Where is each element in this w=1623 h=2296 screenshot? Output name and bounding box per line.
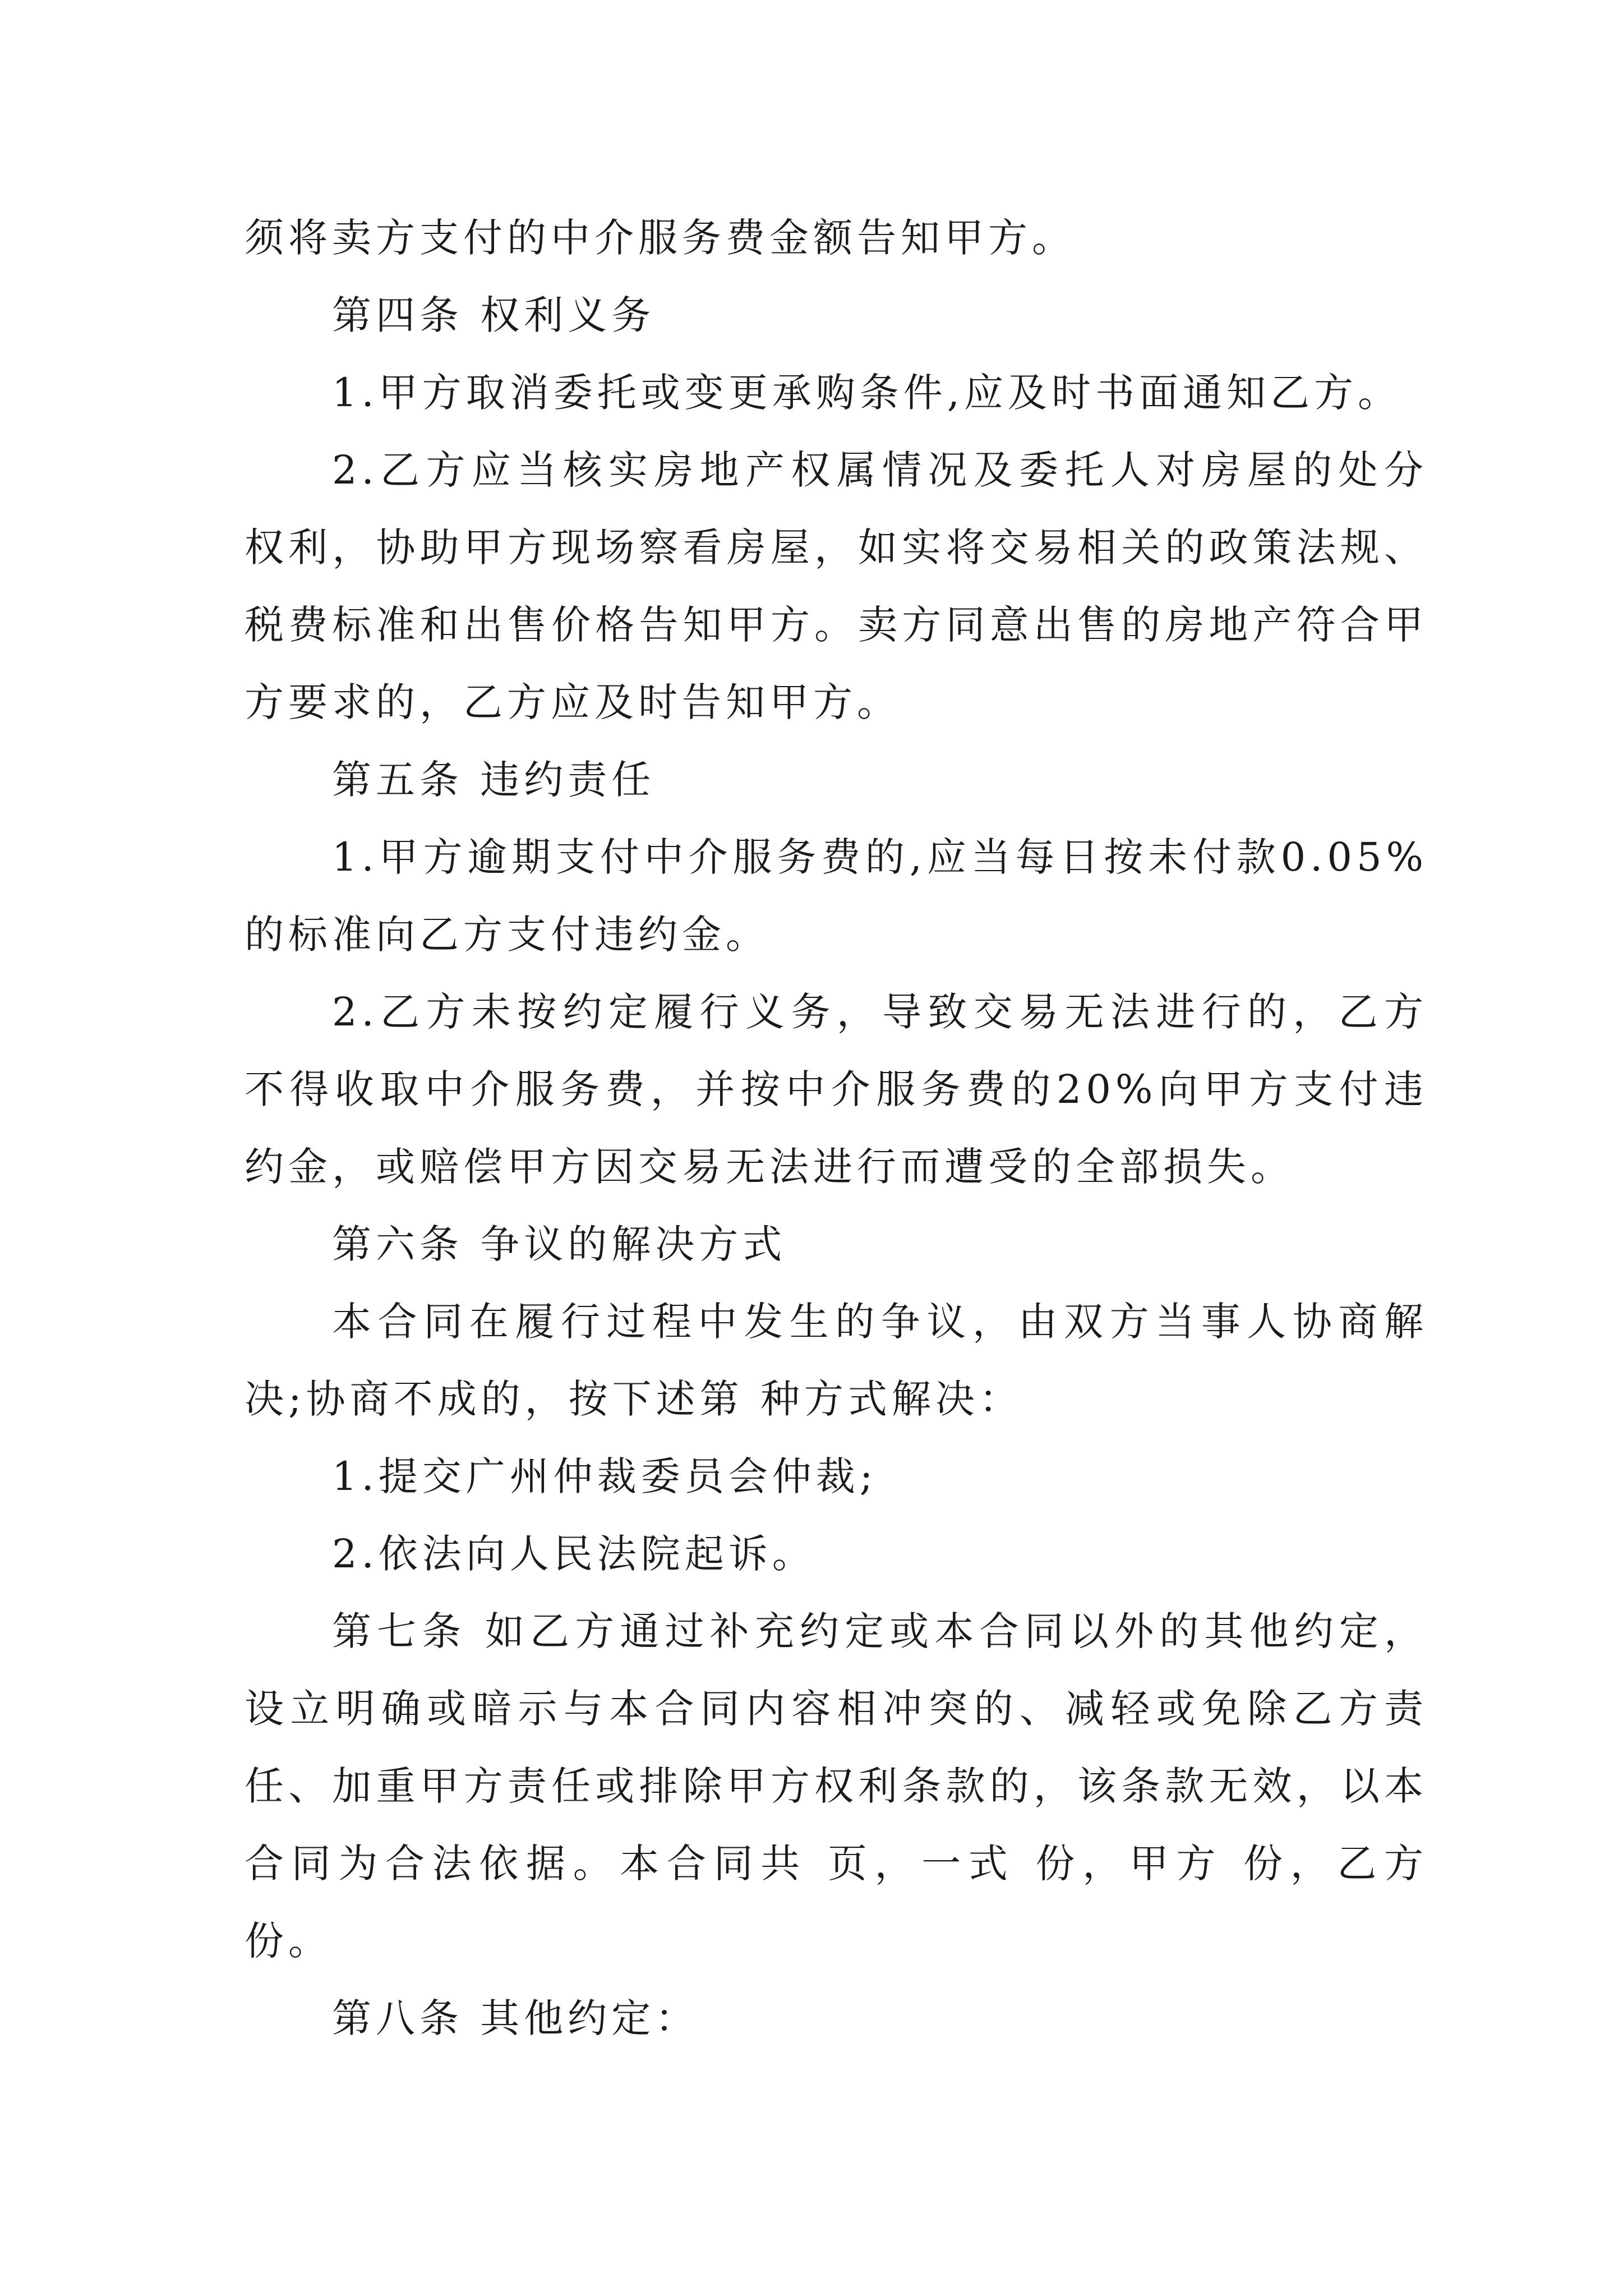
article-6-option-1: 1.提交广州仲裁委员会仲裁; xyxy=(332,1453,878,1499)
article-4-clause-2: 2.乙方应当核实房地产权属情况及委托人对房屋的处分权利，协助甲方现场察看房屋，如实将交易相关的政策法规、税费标准和出售价格告知甲方。卖方同意出售的房地产符合甲方要求的，乙方应及时告知甲方。 xyxy=(245,447,1428,725)
article-6-heading: 第六条 争议的解决方式 xyxy=(332,1221,787,1267)
article-4-clause-1: 1.甲方取消委托或变更承购条件,应及时书面通知乙方。 xyxy=(332,370,1402,416)
article-4-heading: 第四条 权利义务 xyxy=(332,292,656,338)
article-5-heading: 第五条 违约责任 xyxy=(332,757,656,803)
article-6-body: 本合同在履行过程中发生的争议，由双方当事人协商解决;协商不成的，按下述第 种方式解决： xyxy=(245,1299,1428,1422)
article-5-clause-2: 2.乙方未按约定履行义务，导致交易无法进行的，乙方不得收取中介服务费，并按中介服务费的20%向甲方支付违约金，或赔偿甲方因交易无法进行而遭受的全部损失。 xyxy=(245,989,1428,1190)
article-5-clause-1: 1.甲方逾期支付中介服务费的,应当每日按未付款0.05%的标准向乙方支付违约金。 xyxy=(245,834,1428,958)
article-7-body: 第七条 如乙方通过补充约定或本合同以外的其他约定，设立明确或暗示与本合同内容相冲突的、减轻或免除乙方责任、加重甲方责任或排除甲方权利条款的，该条款无效，以本合同为合法依据。本合同共 页，一式 份，甲方 份，乙方 份。 xyxy=(245,1608,1428,1964)
paragraph-continuation: 须将卖方支付的中介服务费金额告知甲方。 xyxy=(245,215,1076,261)
document-body xyxy=(245,199,1428,2057)
article-6-option-2: 2.依法向人民法院起诉。 xyxy=(332,1531,816,1577)
article-8-heading: 第八条 其他约定： xyxy=(332,1995,699,2041)
